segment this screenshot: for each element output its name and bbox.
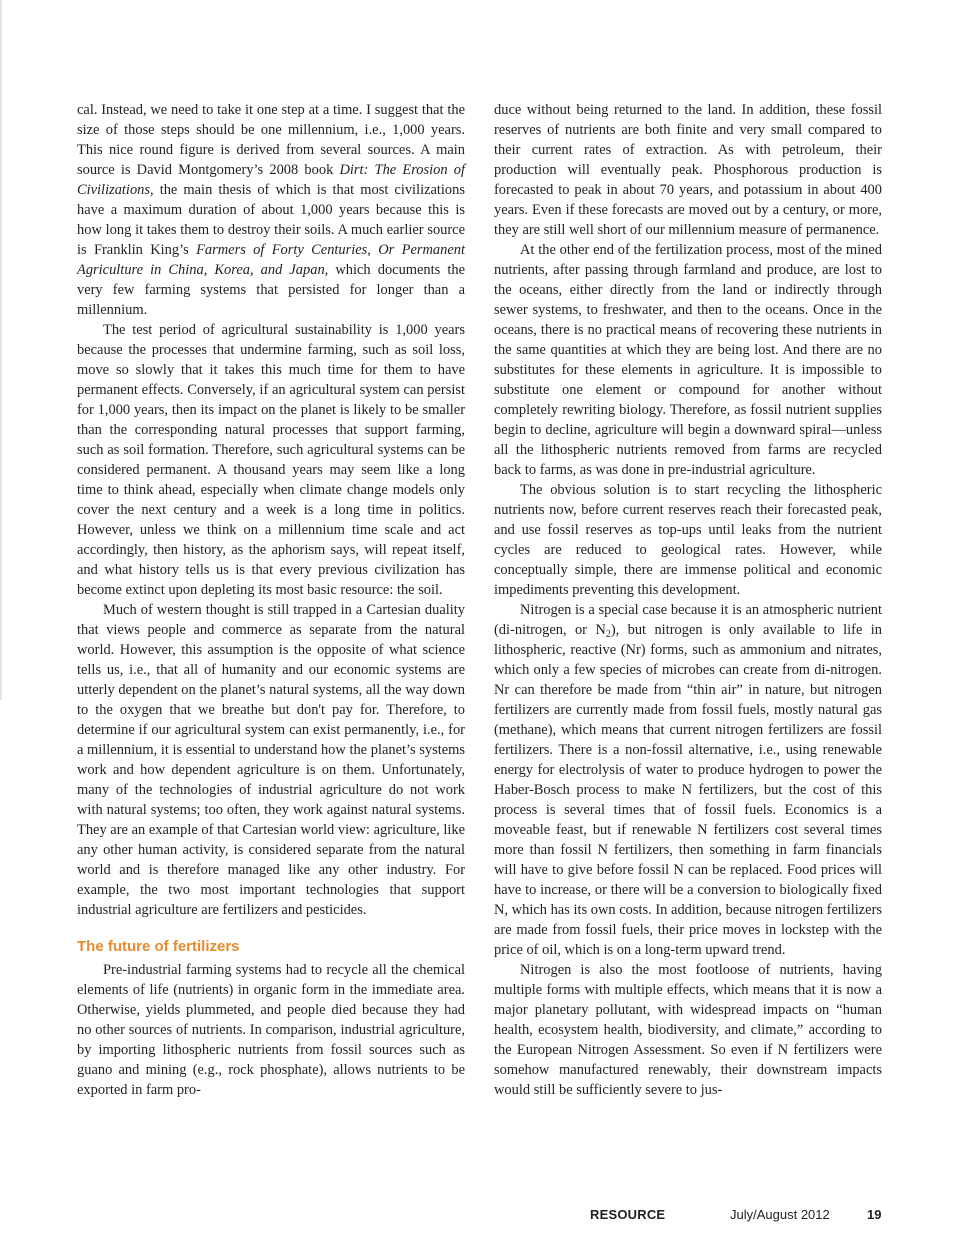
paragraph: cal. Instead, we need to take it one step at a time. I suggest that the size of those steps should be one millennium, i.e., 1,000 years. This nice round figure is derived from several sources. A main source is David Montgomery’s 2008 book Dirt: The Erosion of Civilizations, the main thesis of which is that most civilizations have a maximum duration of about 1,000 years because this is how long it takes them to destroy their soils. A much earlier source is Franklin King’s Farmers of Forty Centuries, Or Permanent Agriculture in China, Korea, and Japan, which documents the very few farming systems that persisted for longer than a millennium. bbox=[77, 102, 465, 318]
magazine-name: RESOURCE bbox=[590, 1207, 666, 1222]
paragraph: Pre-industrial farming systems had to recycle all the chemical elements of life (nutrients) in organic form in the immediate area. Otherwise, yields plummeted, and people died because they had no other sources of nutrients. In comparison, industrial agriculture, by importing lithospheric nutrients from fossil sources such as guano and mining (e.g., rock phosphate), allows nutrients to be exported in farm pro- bbox=[77, 962, 465, 1098]
page-edge bbox=[0, 0, 2, 700]
paragraph: Nitrogen is also the most footloose of nutrients, having multiple forms with multiple effects, which means that it is now a major planetary pollutant, with widespread impacts on “human health, ecosystem health, biodiversity, and climate,” according to the European Nitrogen Assessment. So even if N fertilizers were somehow manufactured renewably, their downstream impacts would still be sufficiently severe to jus- bbox=[494, 962, 882, 1098]
paragraph: Nitrogen is a special case because it is an atmospheric nutrient (di-nitrogen, or $N_2$), but nitrogen is only available to life in lithospheric, reactive (Nr) forms, such as ammonium and nitrates, which only a few species of microbes can create from di-nitrogen. Nr can therefore be made from “thin air” in nature, but nitrogen fertilizers are currently made from fossil fuels, mostly natural gas (methane), which means that current nitrogen fertilizers are fossil fertilizers. There is a non-fossil alternative, i.e., using renewable energy for electrolysis of water to produce hydrogen to power the Haber-Bosch process to make N fertilizers, but the cost of this process is several times that of fossil fuels. Economics is a moveable feast, but if renewable N fertilizers cost several times more than fossil N fertilizers, then something in farm financials will have to give before fossil N can be replaced. Food prices will have to increase, or there will be a conversion to biologically fixed N, which has its own costs. In addition, because nitrogen fertilizers are made from fossil fuels, their price moves in lockstep with the price of oil, which is on a long-term upward trend. bbox=[494, 602, 883, 958]
page-footer bbox=[590, 1207, 890, 1225]
paragraph: The obvious solution is to start recycling the lithospheric nutrients now, before current reserves reach their forecasted peak, and use fossil reserves as top-ups until leaks from the nutrient cycles are reduced to geological rates. However, while conceptually simple, there are immense political and economic impediments preventing this development. bbox=[494, 482, 882, 598]
left-column bbox=[77, 100, 465, 1100]
section-heading: The future of fertilizers bbox=[77, 938, 240, 955]
paragraph: duce without being returned to the land. In addition, these fossil reserves of nutrients are both finite and very small compared to their current rates of extraction. As with petroleum, their production will eventually peak. Phosphorous production is forecasted to peak in about 70 years, and potassium in about 400 years. Even if these forecasts are moved out by a century, or more, they are still well short of our millennium measure of permanence. bbox=[494, 102, 882, 238]
paragraph: The test period of agricultural sustainability is 1,000 years because the processes that undermine farming, such as soil loss, move so slowly that it takes this much time for them to have permanent effects. Conversely, if an agricultural system can persist for 1,000 years, then its impact on the planet is likely to be smaller than the corresponding natural processes that support farming, such as soil formation. Therefore, such agricultural systems can be considered permanent. A thousand years may seem like a long time to think ahead, especially when climate change models only cover the next century and a week is a long time in politics. However, unless we think on a millennium time scale and act accordingly, then history, as the aphorism says, will repeat itself, and what history tells us is that every previous civilization has become extinct upon depleting its most basic resource: the soil. bbox=[77, 322, 465, 598]
book-title: Dirt: The Erosion of Civilizations bbox=[77, 162, 465, 198]
page-number: 19 bbox=[867, 1207, 882, 1222]
issue-date: July/August 2012 bbox=[730, 1207, 830, 1222]
subscript: 2 bbox=[605, 629, 611, 640]
right-column bbox=[494, 100, 882, 1100]
paragraph: Much of western thought is still trapped in a Cartesian duality that views people and commerce as separate from the natural world. However, this assumption is the opposite of what science tells us, i.e., that all of humanity and our economic systems are utterly dependent on the planet’s natural systems, all the way down to the oxygen that we breathe but don't pay for. Therefore, to determine if our agricultural system can exist permanently, i.e., for a millennium, it is essential to understand how the planet’s systems work and how dependent agriculture is on them. Unfortunately, many of the technologies of industrial agriculture do not work with natural systems; too often, they work against natural systems. They are an example of that Cartesian world view: agriculture, like any other human activity, is considered separate from the natural world and is therefore managed like any other industry. For example, the two most important technologies that support industrial agriculture are fertilizers and pesticides. bbox=[77, 602, 465, 918]
paragraph: At the other end of the fertilization process, most of the mined nutrients, after passing through farmland and produce, are lost to the oceans, either directly from the land or indirectly through sewer systems, to freshwater, and then to the oceans. Once in the oceans, there is no practical means of recovering these nutrients in the same quantities at which they are being lost. And there are no substitutes for these elements in agriculture. It is impossible to substitute one element or compound for another without completely rewriting biology. Therefore, as fossil nutrient supplies begin to decline, agriculture will begin a downward spiral—unless all the lithospheric nutrients removed from farms are recycled back to farms, as was done in pre-industrial agriculture. bbox=[494, 242, 882, 478]
book-title: Farmers of Forty Centuries, Or Permanent Agriculture in China, Korea, and Japan bbox=[77, 242, 465, 278]
